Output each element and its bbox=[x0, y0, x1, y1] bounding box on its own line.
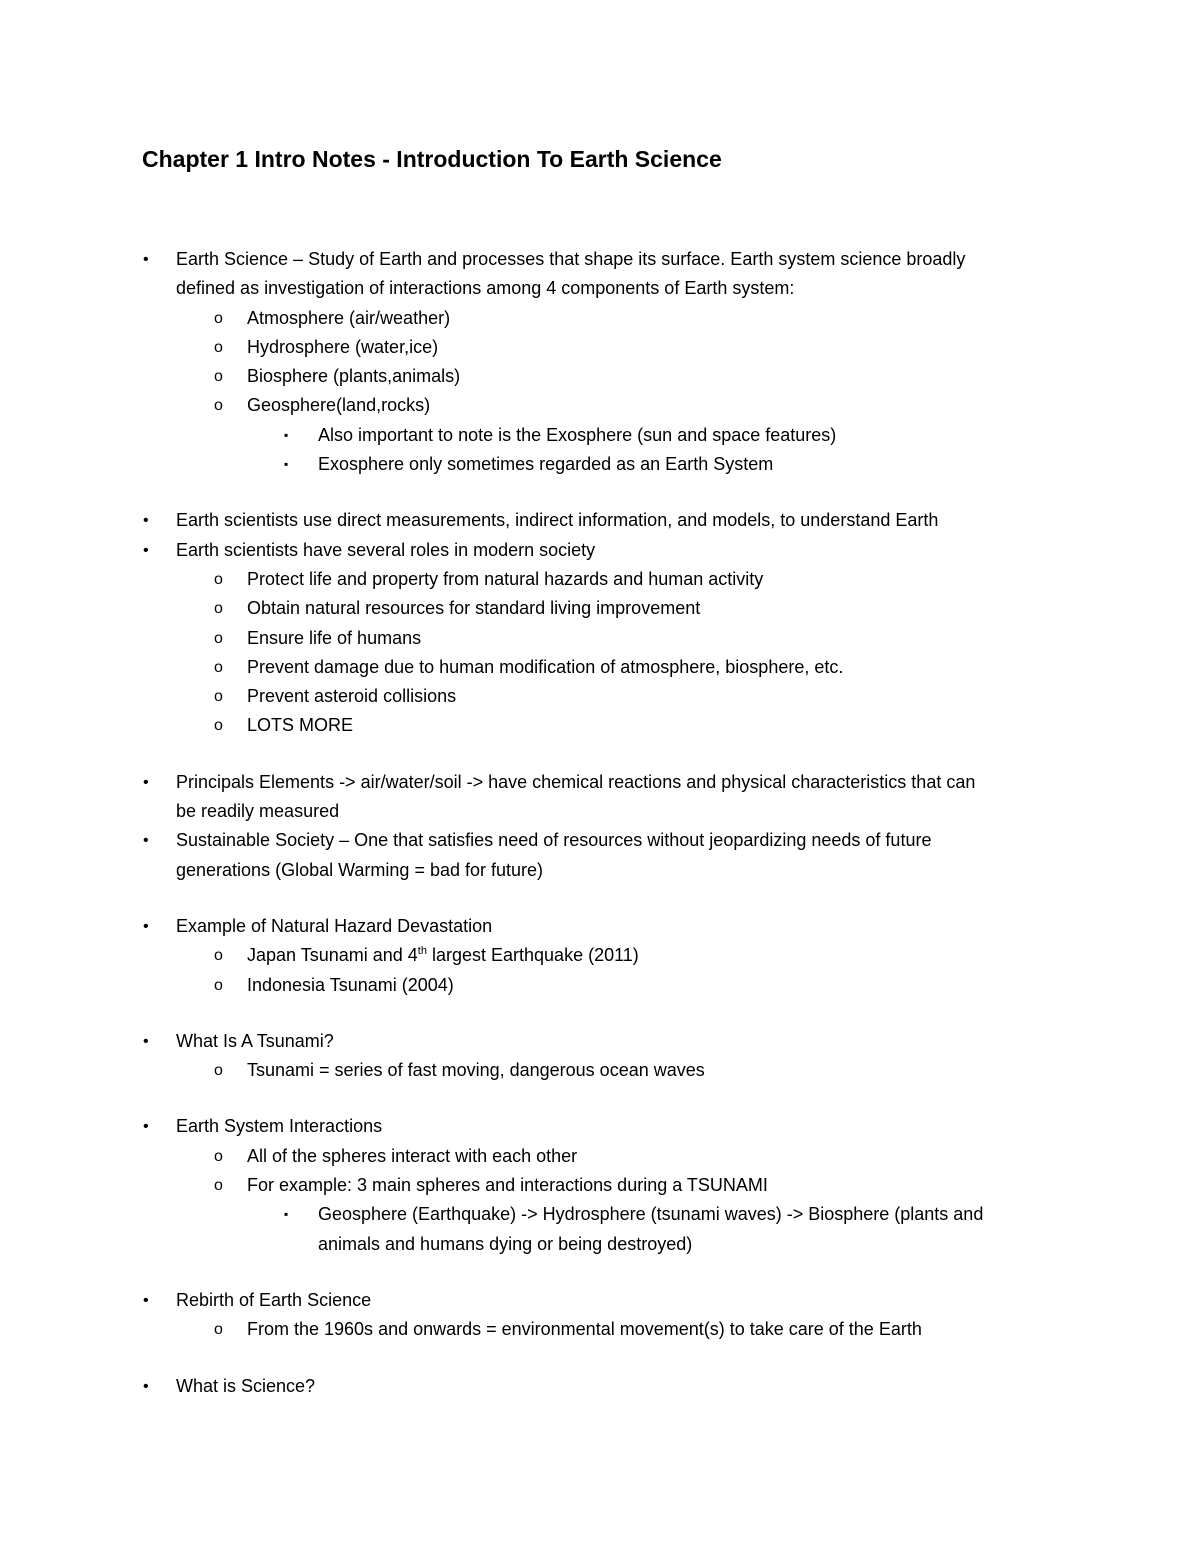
subsub-item-text: Exosphere only sometimes regarded as an Earth System bbox=[318, 454, 774, 475]
subsub-continuation bbox=[0, 1230, 1200, 1259]
bullet-marker: • bbox=[143, 1118, 149, 1136]
sub-item-text: Hydrosphere (water,ice) bbox=[247, 336, 439, 357]
bullet-continuation bbox=[0, 797, 1200, 826]
sub-item-text: Biosphere (plants,animals) bbox=[247, 366, 461, 387]
sub-marker: o bbox=[214, 600, 223, 618]
spacer bbox=[0, 479, 1200, 506]
sub-marker: o bbox=[214, 688, 223, 706]
sub-item-text: Prevent asteroid collisions bbox=[247, 686, 457, 707]
bullet-marker: • bbox=[143, 251, 149, 268]
sub-item-role bbox=[0, 594, 1200, 623]
sub-item-role bbox=[0, 653, 1200, 682]
subsub-item-text: Also important to note is the Exosphere (sun and space features) bbox=[318, 424, 837, 445]
sub-item-geosphere bbox=[0, 391, 1200, 420]
bullet-text: Example of Natural Hazard Devastation bbox=[176, 915, 493, 936]
sub-marker: o bbox=[214, 338, 223, 356]
bullet-text: Sustainable Society – One that satisfies need of resources without jeopardizing needs of future bbox=[176, 830, 932, 851]
bullet-sustainable bbox=[0, 826, 1200, 855]
page-title: Chapter 1 Intro Notes - Introduction To Earth Science bbox=[142, 146, 722, 172]
bullet-marker: • bbox=[143, 1291, 149, 1309]
bullet-text: Rebirth of Earth Science bbox=[176, 1289, 372, 1310]
sub-item-text: Geosphere(land,rocks) bbox=[247, 395, 431, 416]
ordinal-superscript: th bbox=[417, 945, 427, 958]
sub-item-hydrosphere bbox=[0, 333, 1200, 362]
bullet-text: generations (Global Warming = bad for future) bbox=[176, 859, 544, 880]
sub-item-text: Prevent damage due to human modification of atmosphere, biosphere, etc. bbox=[247, 656, 844, 677]
sub-marker: o bbox=[214, 570, 223, 588]
bullet-tsunami bbox=[0, 1027, 1200, 1056]
subsub-item-text: Geosphere (Earthquake) -> Hydrosphere (tsunami waves) -> Biosphere (plants and bbox=[318, 1204, 984, 1225]
bullet-text: Earth Science – Study of Earth and processes that shape its surface. Earth system science broadly bbox=[176, 249, 966, 269]
spacer bbox=[0, 1345, 1200, 1372]
sub-item-interaction bbox=[0, 1171, 1200, 1200]
spacer bbox=[0, 1259, 1200, 1286]
sub-item-role bbox=[0, 682, 1200, 711]
bullet-continuation bbox=[0, 856, 1200, 885]
spacer bbox=[0, 741, 1200, 768]
sub-item-text: largest Earthquake (2011) bbox=[426, 945, 639, 966]
bullet-marker: • bbox=[143, 773, 149, 791]
sub-marker: o bbox=[214, 397, 223, 415]
bullet-marker: • bbox=[143, 1032, 149, 1050]
sub-marker: o bbox=[214, 1177, 223, 1195]
bullet-marker: • bbox=[143, 1377, 149, 1395]
sub-item-text: Indonesia Tsunami (2004) bbox=[247, 974, 454, 995]
bullet-earth-science bbox=[0, 245, 1200, 274]
square-bullet-marker: ▪ bbox=[284, 457, 289, 472]
sub-item-text: Ensure life of humans bbox=[247, 627, 422, 648]
sub-item-interaction bbox=[0, 1142, 1200, 1171]
bullet-text: What Is A Tsunami? bbox=[176, 1030, 334, 1051]
sub-item-biosphere bbox=[0, 362, 1200, 391]
spacer bbox=[0, 1085, 1200, 1112]
bullet-scientists-roles bbox=[0, 536, 1200, 565]
spacer bbox=[0, 885, 1200, 912]
sub-item-text: For example: 3 main spheres and interactions during a TSUNAMI bbox=[247, 1175, 768, 1196]
bullet-text: defined as investigation of interactions among 4 components of Earth system: bbox=[176, 278, 795, 299]
bullet-text: What is Science? bbox=[176, 1375, 316, 1396]
bullet-text: be readily measured bbox=[176, 801, 340, 822]
sub-item-text: Protect life and property from natural hazards and human activity bbox=[247, 568, 764, 589]
sub-marker: o bbox=[214, 658, 223, 676]
sub-marker: o bbox=[214, 368, 223, 386]
bullet-text: Earth scientists use direct measurements, indirect information, and models, to understand Earth bbox=[176, 510, 939, 531]
sub-item-text: From the 1960s and onwards = environmental movement(s) to take care of the Earth bbox=[247, 1319, 922, 1340]
sub-marker: o bbox=[214, 1147, 223, 1165]
sub-marker: o bbox=[214, 947, 223, 965]
bullet-rebirth bbox=[0, 1286, 1200, 1315]
sub-item-text: Atmosphere (air/weather) bbox=[247, 307, 451, 328]
subsub-item-sphere-chain bbox=[0, 1200, 1200, 1229]
sub-item-role bbox=[0, 565, 1200, 594]
spacer bbox=[0, 1000, 1200, 1027]
sub-item-text: Japan Tsunami and 4 bbox=[247, 945, 418, 966]
bullet-continuation bbox=[0, 274, 1200, 303]
bullet-marker: • bbox=[143, 541, 149, 559]
square-bullet-marker: ▪ bbox=[284, 1207, 289, 1222]
sub-marker: o bbox=[214, 717, 223, 735]
notes-body bbox=[0, 245, 1200, 1401]
bullet-text: Earth scientists have several roles in modern society bbox=[176, 539, 596, 560]
bullet-scientists-methods bbox=[0, 506, 1200, 535]
bullet-principals bbox=[0, 768, 1200, 797]
bullet-interactions bbox=[0, 1112, 1200, 1141]
sub-item-text: All of the spheres interact with each other bbox=[247, 1145, 578, 1166]
bullet-text: Principals Elements -> air/water/soil -> have chemical reactions and physical characteristics that can bbox=[176, 771, 976, 792]
subsub-item-exosphere-system bbox=[0, 450, 1200, 479]
sub-item-role bbox=[0, 624, 1200, 653]
sub-item-atmosphere bbox=[0, 304, 1200, 333]
subsub-item-text: animals and humans dying or being destroyed) bbox=[318, 1233, 693, 1254]
bullet-hazards bbox=[0, 912, 1200, 941]
bullet-marker: • bbox=[143, 512, 149, 530]
sub-item-text: Obtain natural resources for standard living improvement bbox=[247, 598, 701, 619]
sub-marker: o bbox=[214, 629, 223, 647]
sub-item-role bbox=[0, 711, 1200, 740]
bullet-marker: • bbox=[143, 917, 149, 935]
subsub-item-exosphere-note bbox=[0, 421, 1200, 450]
sub-item-text: LOTS MORE bbox=[247, 715, 354, 736]
sub-marker: o bbox=[214, 1321, 223, 1339]
square-bullet-marker: ▪ bbox=[284, 427, 289, 442]
sub-marker: o bbox=[214, 976, 223, 994]
sub-item-indonesia bbox=[0, 971, 1200, 1000]
sub-marker: o bbox=[214, 309, 223, 327]
bullet-science bbox=[0, 1372, 1200, 1401]
sub-marker: o bbox=[214, 1062, 223, 1080]
bullet-marker: • bbox=[143, 832, 149, 850]
bullet-text: Earth System Interactions bbox=[176, 1116, 383, 1137]
sub-item-rebirth bbox=[0, 1315, 1200, 1344]
sub-item-tsunami-definition bbox=[0, 1056, 1200, 1085]
sub-item-text: Tsunami = series of fast moving, dangerous ocean waves bbox=[247, 1060, 705, 1081]
sub-item-japan bbox=[0, 941, 1200, 970]
